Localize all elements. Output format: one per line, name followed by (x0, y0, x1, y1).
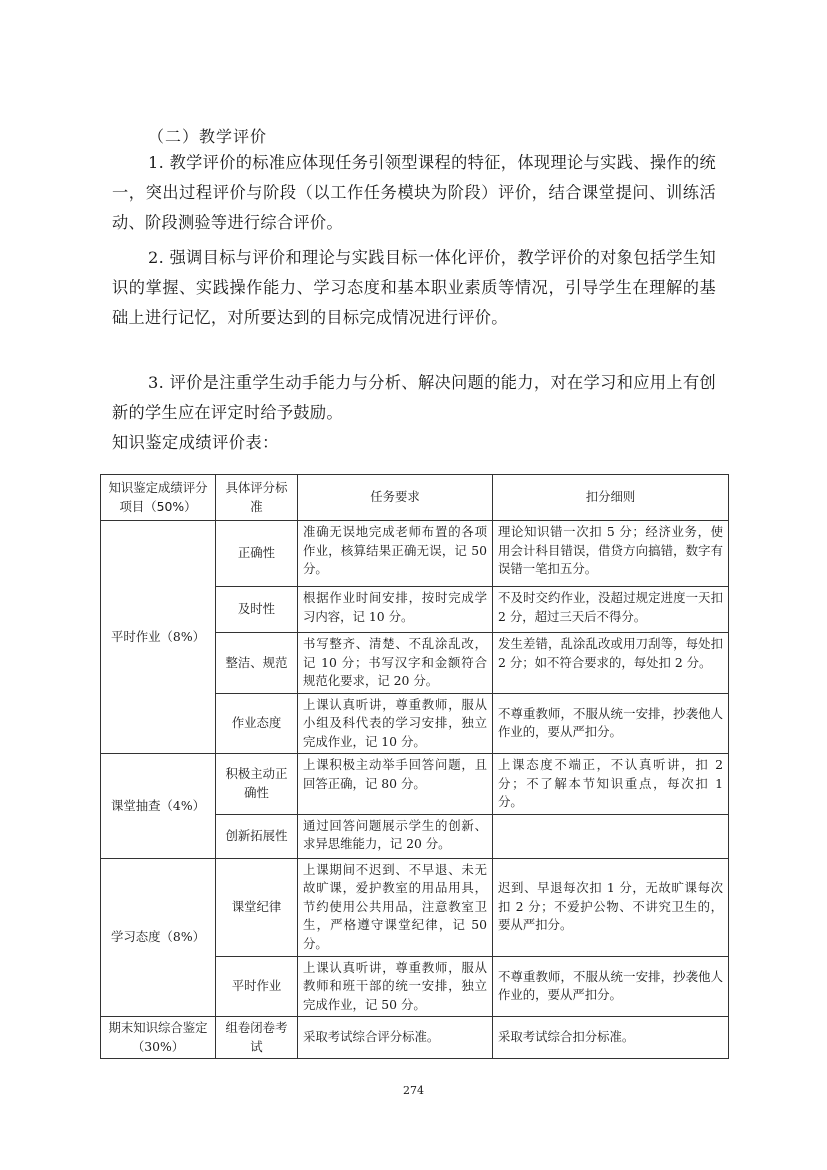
deduction-cell: 发生差错，乱涂乱改或用刀刮等，每处扣 2 分；如不符合要求的，每处扣 2 分。 (493, 633, 729, 694)
header-deduction: 扣分细则 (493, 475, 729, 521)
standard-cell: 平时作业 (216, 956, 298, 1017)
requirement-cell: 上课认真听讲，尊重教师，服从小组及科代表的学习安排，独立完成作业，记 10 分。 (298, 693, 493, 754)
deduction-cell: 不及时交约作业，没超过规定进度一天扣 2 分，超过三天后不得分。 (493, 587, 729, 633)
table-row (101, 754, 729, 815)
header-item: 知识鉴定成绩评分项目（50%） (101, 475, 216, 521)
requirement-cell: 上课期间不迟到、不早退、未无故旷课，爱护教室的用品用具，节约使用公共用品，注意教室卫生，严格遵守课堂纪律，记 50 分。 (298, 858, 493, 956)
table-row (101, 858, 729, 956)
item-cell: 平时作业（8%） (101, 521, 216, 754)
standard-cell: 课堂纪律 (216, 858, 298, 956)
page-number: 274 (403, 1084, 424, 1097)
requirement-cell: 上课认真听讲，尊重教师，服从教师和班干部的统一安排，独立完成作业，记 50 分。 (298, 956, 493, 1017)
standard-cell: 积极主动正确性 (216, 754, 298, 815)
deduction-cell: 上课态度不端正，不认真听讲，扣 2 分；不了解本节知识重点，每次扣 1 分。 (493, 754, 729, 815)
paragraph-2: 2. 强调目标与评价和理论与实践目标一体化评价，教学评价的对象包括学生知识的掌握、实践操作能力、学习态度和基本职业素质等情况，引导学生在理解的基础上进行记忆，对所要达到的目标完成情况进行评价。 (112, 248, 716, 327)
item-cell: 期末知识综合鉴定（30%） (101, 1017, 216, 1059)
header-standard: 具体评分标准 (216, 475, 298, 521)
requirement-cell: 书写整齐、清楚、不乱涂乱改，记 10 分；书写汉字和金额符合规范化要求，记 20 分。 (298, 633, 493, 694)
requirement-cell: 通过回答问题展示学生的创新、求异思维能力，记 20 分。 (298, 814, 493, 858)
table-row (101, 521, 729, 587)
table-row (101, 1017, 729, 1059)
deduction-cell: 采取考试综合扣分标准。 (493, 1017, 729, 1059)
deduction-cell (493, 814, 729, 858)
requirement-cell: 采取考试综合评分标准。 (298, 1017, 493, 1059)
paragraph-3: 3. 评价是注重学生动手能力与分析、解决问题的能力，对在学习和应用上有创新的学生应在评定时给予鼓励。 (112, 373, 716, 422)
deduction-cell: 迟到、早退每次扣 1 分，无故旷课每次扣 2 分；不爱护公物、不讲究卫生的，要从严扣分。 (493, 858, 729, 956)
item-cell: 课堂抽查（4%） (101, 754, 216, 859)
standard-cell: 作业态度 (216, 693, 298, 754)
standard-cell: 创新拓展性 (216, 814, 298, 858)
table-header-row (101, 475, 729, 521)
requirement-cell: 根据作业时间安排，按时完成学习内容，记 10 分。 (298, 587, 493, 633)
item-cell: 学习态度（8%） (101, 858, 216, 1017)
standard-cell: 组卷闭卷考试 (216, 1017, 298, 1059)
table-title: 知识鉴定成绩评价表： (112, 433, 279, 452)
requirement-cell: 准确无误地完成老师布置的各项作业，核算结果正确无误，记 50 分。 (298, 521, 493, 587)
deduction-cell: 不尊重教师，不服从统一安排，抄袭他人作业的，要从严扣分。 (493, 956, 729, 1017)
header-requirement: 任务要求 (298, 475, 493, 521)
deduction-cell: 理论知识错一次扣 5 分；经济业务，使用会计科目错误，借贷方向搞错，数字有误错一笔扣五分。 (493, 521, 729, 587)
evaluation-table (100, 474, 729, 1059)
deduction-cell: 不尊重教师，不服从统一安排，抄袭他人作业的，要从严扣分。 (493, 693, 729, 754)
standard-cell: 正确性 (216, 521, 298, 587)
paragraph-1: 1. 教学评价的标准应体现任务引领型课程的特征，体现理论与实践、操作的统一，突出过程评价与阶段（以工作任务模块为阶段）评价，结合课堂提问、训练活动、阶段测验等进行综合评价。 (112, 153, 716, 232)
section-heading: （二）教学评价 (148, 127, 268, 146)
requirement-cell: 上课积极主动举手回答问题，且回答正确，记 80 分。 (298, 754, 493, 815)
standard-cell: 及时性 (216, 587, 298, 633)
standard-cell: 整洁、规范 (216, 633, 298, 694)
